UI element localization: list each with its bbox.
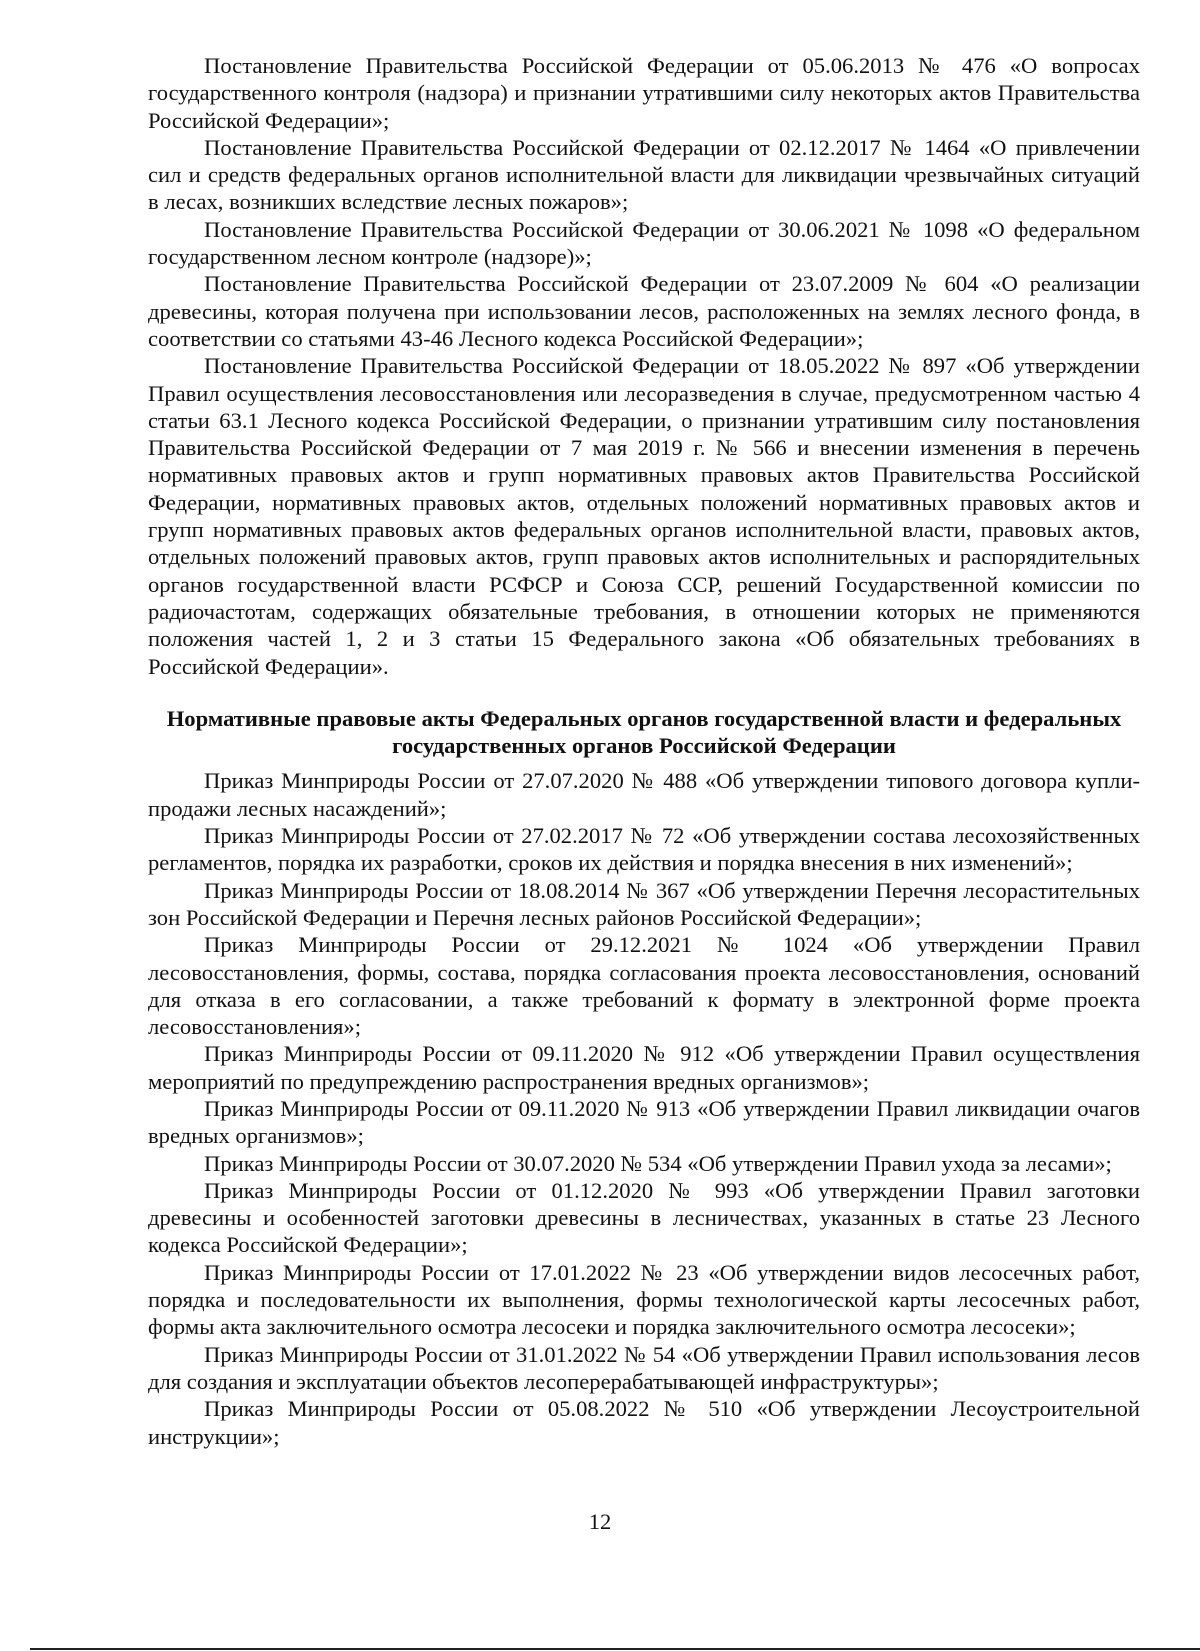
paragraph-order-912: Приказ Минприроды России от 09.11.2020 № 912 «Об утверждении Правил осуществления мероприятий по предупреждению распространения вредных организмов»; <box>148 1041 1140 1094</box>
document-page <box>148 52 1140 1450</box>
paragraph-order-367: Приказ Минприроды России от 18.08.2014 № 367 «Об утверждении Перечня лесорастительных зон Российской Федерации и Перечня лесных районов Российской Федерации»; <box>148 877 1140 930</box>
paragraph-decree-897: Постановление Правительства Российской Федерации от 18.05.2022 № 897 «Об утверждении Правил осуществления лесовосстановления или лесоразведения в случае, предусмотренном частью 4 статьи 63.1 Лесного кодекса Российской Федерации, о признании утратившим силу постановления Правительства Российской Федерации от 7 мая 2019 г. № 566 и внесении изменения в перечень нормативных правовых актов и групп нормативных правовых актов Правительства Российской Федерации, нормативных правовых актов, отдельных положений нормативных правовых актов и групп нормативных правовых актов федеральных органов исполнительной власти, правовых актов, отдельных положений правовых актов, групп правовых актов исполнительных и распорядительных органов государственной власти РСФСР и Союза ССР, решений Государственной комиссии по радиочастотам, содержащих обязательные требования, в отношении которых не применяются положения частей 1, 2 и 3 статьи 15 Федерального закона «Об обязательных требованиях в Российской Федерации». <box>148 353 1140 679</box>
paragraph-order-510: Приказ Минприроды России от 05.08.2022 № 510 «Об утверждении Лесоустроительной инструкции»; <box>148 1396 1140 1449</box>
section-heading: Нормативные правовые акты Федеральных органов государственной власти и федеральных государственных органов Российской Федерации <box>166 705 1122 759</box>
page-number: 12 <box>588 1509 612 1534</box>
paragraph-order-534: Приказ Минприроды России от 30.07.2020 № 534 «Об утверждении Правил ухода за лесами»; <box>204 1150 1112 1176</box>
paragraph-decree-1098: Постановление Правительства Российской Федерации от 30.06.2021 № 1098 «О федеральном государственном лесном контроле (надзоре)»; <box>148 216 1140 270</box>
paragraph-decree-1464: Постановление Правительства Российской Федерации от 02.12.2017 № 1464 «О привлечении сил и средств федеральных органов исполнительной власти для ликвидации чрезвычайных ситуаций в лесах, возникших вследствие лесных пожаров»; <box>148 134 1140 215</box>
paragraph-order-72: Приказ Минприроды России от 27.02.2017 № 72 «Об утверждении состава лесохозяйственных регламентов, порядка их разработки, сроков их действия и порядка внесения в них изменений»; <box>148 823 1140 876</box>
paragraph-decree-604: Постановление Правительства Российской Федерации от 23.07.2009 № 604 «О реализации древесины, которая получена при использовании лесов, расположенных на землях лесного фонда, в соответствии со статьями 43-46 Лесного кодекса Российской Федерации»; <box>148 271 1140 351</box>
paragraph-order-54: Приказ Минприроды России от 31.01.2022 № 54 «Об утверждении Правил использования лесов для создания и эксплуатации объектов лесоперерабатывающей инфраструктуры»; <box>148 1341 1140 1394</box>
paragraph-order-1024: Приказ Минприроды России от 29.12.2021 № 1024 «Об утверждении Правил лесовосстановления, формы, состава, порядка согласования проекта лесовосстановления, оснований для отказа в его согласовании, а также требований к формату в электронной форме проекта лесовосстановления»; <box>148 932 1140 1040</box>
bottom-divider <box>30 1648 1200 1650</box>
paragraph-order-993: Приказ Минприроды России от 01.12.2020 № 993 «Об утверждении Правил заготовки древесины и особенностей заготовки древесины в лесничествах, указанных в статье 23 Лесного кодекса Российской Федерации»; <box>148 1177 1140 1258</box>
paragraph-order-23: Приказ Минприроды России от 17.01.2022 № 23 «Об утверждении видов лесосечных работ, порядка и последовательности их выполнения, формы технологической карты лесосечных работ, формы акта заключительного осмотра лесосеки и порядка заключительного осмотра лесосеки»; <box>148 1259 1140 1340</box>
paragraph-order-488: Приказ Минприроды России от 27.07.2020 № 488 «Об утверждении типового договора купли-продажи лесных насаждений»; <box>148 768 1140 821</box>
paragraph-order-913: Приказ Минприроды России от 09.11.2020 № 913 «Об утверждении Правил ликвидации очагов вредных организмов»; <box>148 1095 1140 1149</box>
paragraph-decree-476: Постановление Правительства Российской Федерации от 05.06.2013 № 476 «О вопросах государственного контроля (надзора) и признании утратившими силу некоторых актов Правительства Российской Федерации»; <box>148 53 1140 133</box>
